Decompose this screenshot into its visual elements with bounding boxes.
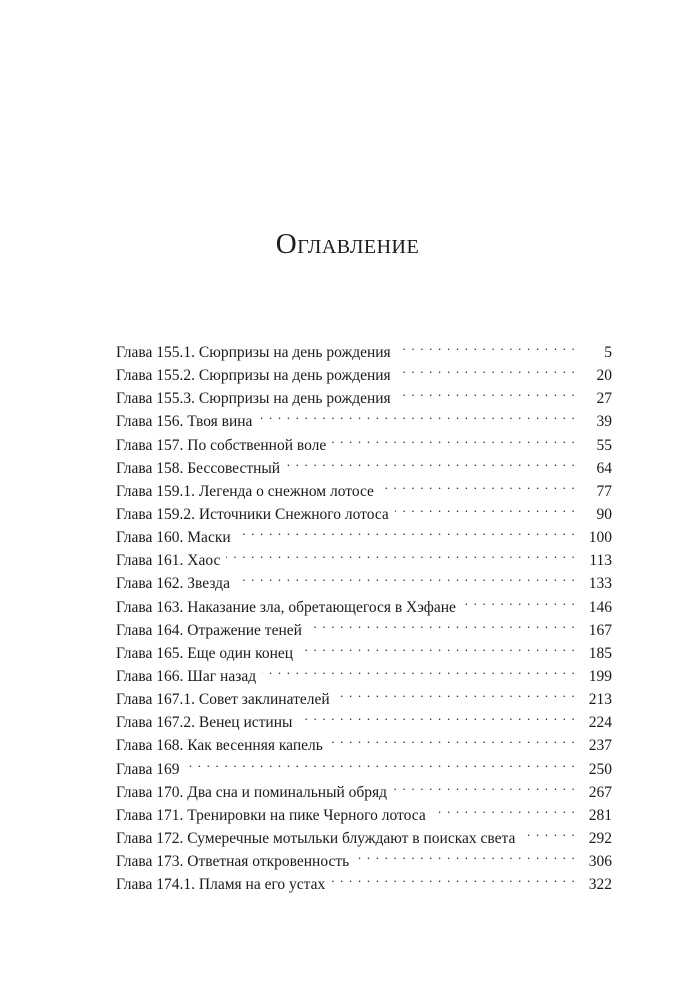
table-of-contents	[116, 334, 612, 894]
toc-entry-page-number: 5	[604, 344, 612, 361]
toc-entry-label: Глава 162. Звезда	[116, 575, 230, 593]
toc-entry-page-number: 146	[588, 598, 612, 616]
toc-dot-leader	[286, 450, 576, 473]
toc-entry-label: Глава 172. Сумеречные мотыльки блуждают в поисках света	[116, 829, 516, 847]
toc-dot-leader	[258, 403, 576, 426]
toc-dot-leader	[329, 727, 576, 750]
toc-entry-label: Глава 170. Два сна и поминальный обряд	[116, 783, 388, 801]
toc-dot-leader	[299, 635, 576, 658]
toc-dot-leader	[397, 334, 576, 357]
toc-entry-label: Глава 155.3. Сюрпризы на день рождения	[116, 390, 391, 408]
toc-entry-label: Глава 155.1. Сюрпризы на день рождения	[116, 344, 391, 361]
toc-dot-leader	[308, 612, 576, 635]
toc-dot-leader	[462, 589, 576, 612]
toc-entry	[116, 774, 612, 801]
toc-entry-label: Глава 157. По собственной воле	[116, 436, 327, 454]
toc-entry-label: Глава 174.1. Пламя на его устах	[116, 876, 326, 894]
toc-entry-page-number: 133	[588, 575, 612, 593]
toc-entry-label: Глава 169	[116, 760, 180, 778]
toc-entry	[116, 334, 612, 361]
toc-entry-page-number: 77	[596, 482, 612, 500]
toc-entry-page-number: 199	[588, 667, 612, 685]
toc-dot-leader	[397, 380, 576, 403]
toc-entry-page-number: 64	[596, 459, 612, 477]
toc-entry-page-number: 281	[588, 806, 612, 824]
toc-entry-label: Глава 163. Наказание зла, обретающегося в Хэфане	[116, 598, 456, 616]
toc-dot-leader	[380, 473, 576, 496]
toc-dot-leader	[336, 681, 576, 704]
toc-entry-page-number: 167	[588, 621, 612, 639]
toc-dot-leader	[331, 866, 576, 889]
toc-entry-label: Глава 164. Отражение теней	[116, 621, 302, 639]
toc-entry-label: Глава 159.1. Легенда о снежном лотосе	[116, 482, 374, 500]
toc-entry-label: Глава 160. Маски	[116, 529, 231, 547]
toc-entry-page-number: 224	[588, 714, 612, 732]
toc-dot-leader	[432, 797, 576, 820]
toc-entry-label: Глава 165. Еще один конец	[116, 644, 294, 662]
toc-entry-label: Глава 155.2. Сюрпризы на день рождения	[116, 367, 391, 385]
toc-entry-label: Глава 168. Как весенняя капель	[116, 737, 323, 755]
toc-entry-page-number: 267	[588, 783, 612, 801]
toc-dot-leader	[395, 496, 576, 519]
toc-entry-page-number: 322	[588, 876, 612, 894]
toc-dot-leader	[237, 519, 576, 542]
toc-entry-page-number: 90	[596, 505, 612, 523]
toc-entry-label: Глава 171. Тренировки на пике Черного лотоса	[116, 806, 426, 824]
toc-entry-page-number: 306	[588, 853, 612, 871]
toc-entry-label: Глава 158. Бессовестный	[116, 459, 281, 477]
toc-entry	[116, 751, 612, 778]
toc-entry-page-number: 113	[589, 552, 612, 570]
toc-entry-label: Глава 167.2. Венец истины	[116, 714, 293, 732]
toc-entry-page-number: 55	[596, 436, 612, 454]
toc-dot-leader	[355, 843, 576, 866]
toc-entry-page-number: 250	[588, 760, 612, 778]
toc-dot-leader	[393, 774, 576, 797]
toc-dot-leader	[186, 751, 576, 774]
toc-entry-page-number: 237	[588, 737, 612, 755]
toc-entry-label: Глава 173. Ответная откровенность	[116, 853, 350, 871]
toc-dot-leader	[397, 357, 576, 380]
toc-entry-label: Глава 166. Шаг назад	[116, 667, 257, 685]
toc-entry-page-number: 27	[596, 390, 612, 408]
toc-entry-page-number: 20	[596, 367, 612, 385]
toc-dot-leader	[521, 820, 576, 843]
toc-entry-label: Глава 156. Твоя вина	[116, 413, 253, 431]
toc-dot-leader	[332, 427, 576, 450]
toc-entry-page-number: 39	[596, 413, 612, 431]
toc-entry-label: Глава 161. Хаос	[116, 552, 221, 570]
toc-dot-leader	[226, 542, 576, 565]
toc-dot-leader	[298, 704, 576, 727]
toc-entry-page-number: 185	[588, 644, 612, 662]
toc-entry-page-number: 213	[588, 691, 612, 709]
toc-entry-page-number: 292	[588, 829, 612, 847]
toc-entry-label: Глава 159.2. Источники Снежного лотоса	[116, 505, 389, 523]
toc-dot-leader	[262, 658, 576, 681]
toc-entry-label: Глава 167.1. Совет заклинателей	[116, 691, 330, 709]
toc-dot-leader	[236, 565, 576, 588]
toc-entry-page-number: 100	[588, 529, 612, 547]
page-title: Оглавление	[275, 228, 420, 260]
